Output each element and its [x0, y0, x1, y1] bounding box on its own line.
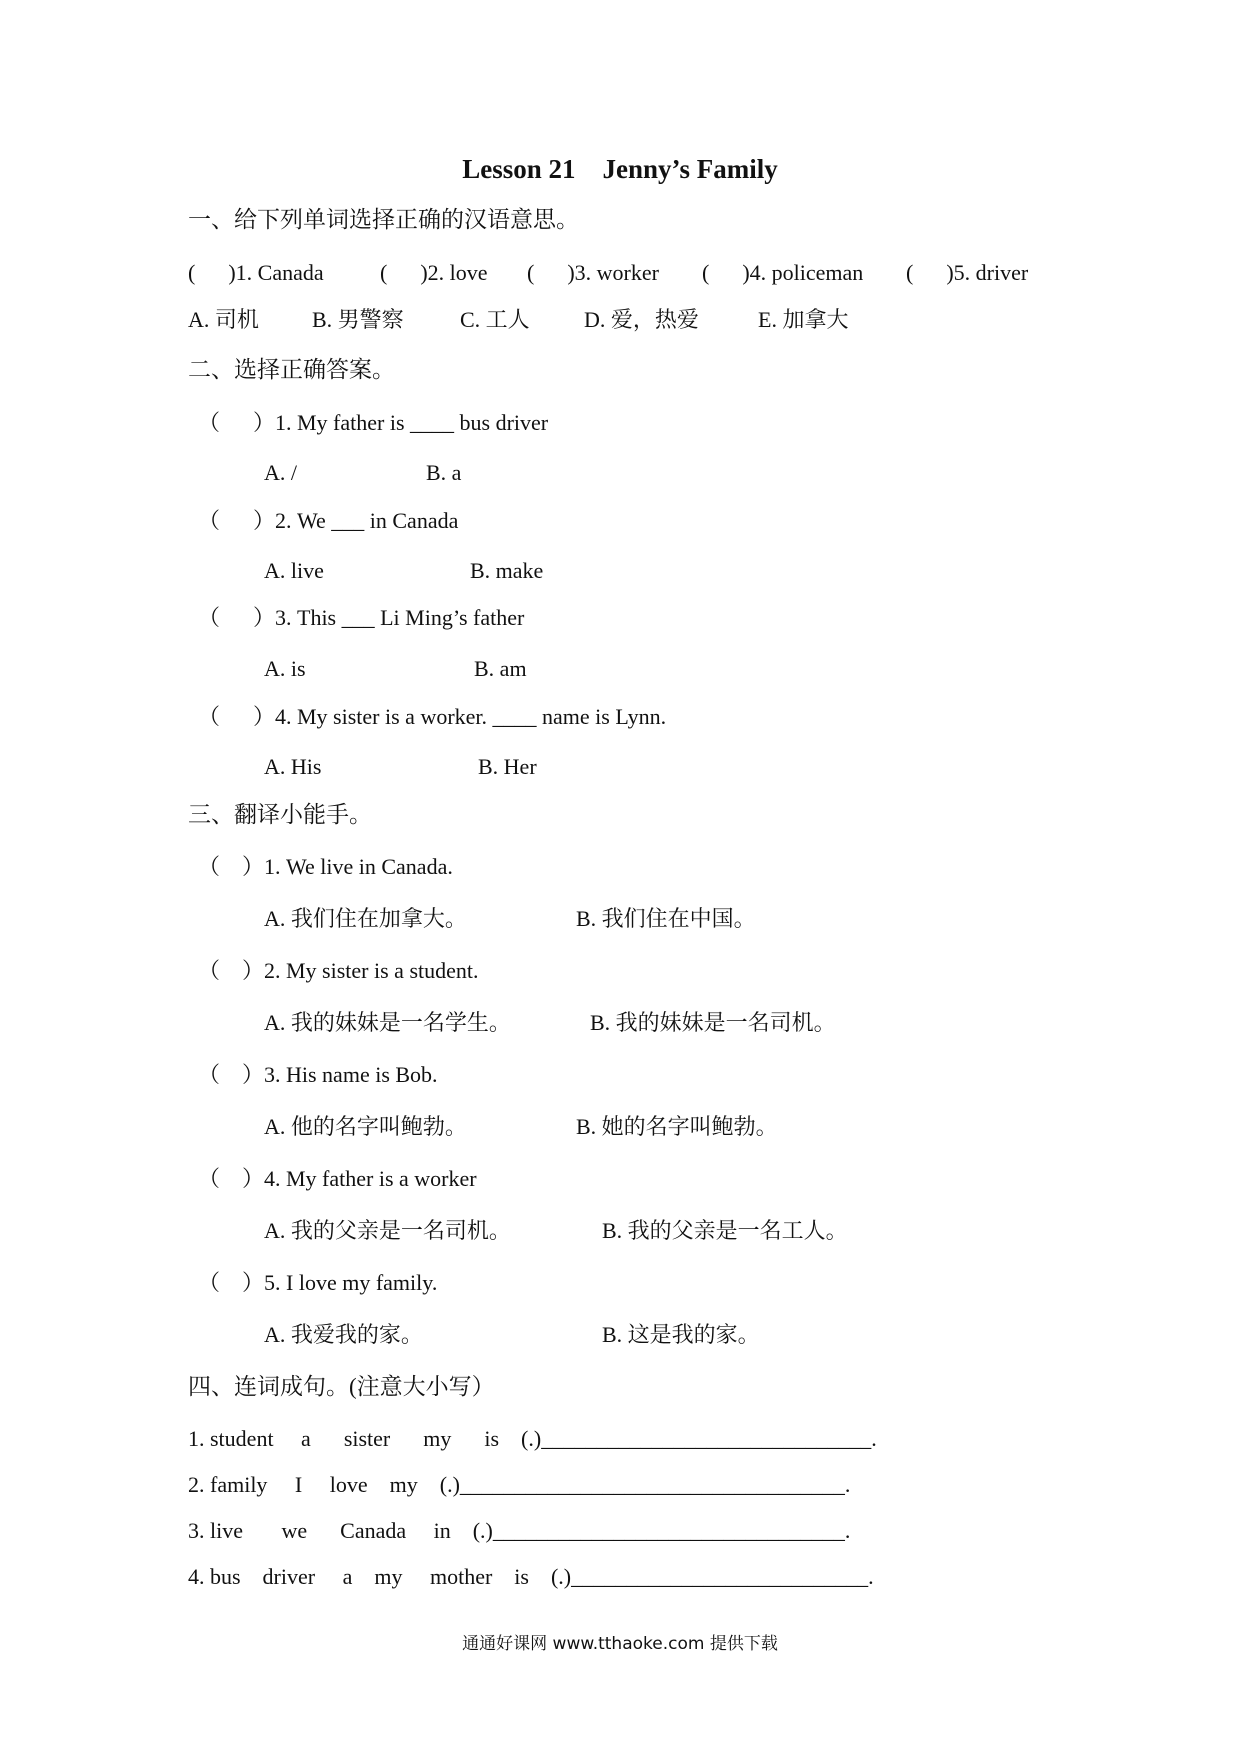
s3-q1-option-a: A. 我们住在加拿大。 — [264, 906, 467, 931]
s4-line-4: 4. bus driver a my mother is (.)___________________________. — [188, 1564, 874, 1589]
s3-q4-option-b: B. 我的父亲是一名工人。 — [602, 1218, 848, 1243]
s2-q4-option-a: A. His — [264, 754, 322, 779]
section-1-heading: 一、给下列单词选择正确的汉语意思。 — [188, 207, 579, 232]
s3-q2-option-a: A. 我的妹妹是一名学生。 — [264, 1010, 511, 1035]
s2-question-3: （ ）3. This ___ Li Ming’s father — [198, 605, 525, 630]
s3-question-5: （ ）5. I love my family. — [198, 1270, 438, 1295]
s2-q2-option-a: A. live — [264, 558, 324, 583]
s3-q5-option-a: A. 我爱我的家。 — [264, 1322, 423, 1347]
s1-option-c: C. 工人 — [460, 307, 530, 332]
s2-question-1: （ ）1. My father is ____ bus driver — [198, 410, 549, 435]
s2-q1-option-a: A. / — [264, 460, 297, 485]
s1-item-4: ( )4. policeman — [702, 260, 864, 285]
s1-option-d: D. 爱，热爱 — [584, 307, 699, 332]
s2-question-4: （ ）4. My sister is a worker. ____ name is Lynn. — [198, 704, 667, 729]
section-2-heading: 二、选择正确答案。 — [188, 357, 395, 382]
s2-q2-option-b: B. make — [470, 558, 544, 583]
s3-q2-option-b: B. 我的妹妹是一名司机。 — [590, 1010, 836, 1035]
s3-q3-option-b: B. 她的名字叫鲍勃。 — [576, 1114, 778, 1139]
s3-q3-option-a: A. 他的名字叫鲍勃。 — [264, 1114, 467, 1139]
s3-question-3: （ ）3. His name is Bob. — [198, 1062, 438, 1087]
s3-q4-option-a: A. 我的父亲是一名司机。 — [264, 1218, 511, 1243]
s2-q3-option-a: A. is — [264, 656, 306, 681]
s1-option-a: A. 司机 — [188, 307, 259, 332]
s4-line-1: 1. student a sister my is (.)______________________________. — [188, 1426, 877, 1451]
s3-q1-option-b: B. 我们住在中国。 — [576, 906, 756, 931]
footer-credit: 通通好课网 www.tthaoke.com 提供下载 — [462, 1634, 778, 1654]
s1-item-3: ( )3. worker — [527, 260, 659, 285]
s4-line-3: 3. live we Canada in (.)________________________________. — [188, 1518, 851, 1543]
section-3-heading: 三、翻译小能手。 — [188, 802, 372, 827]
s1-item-5: ( )5. driver — [906, 260, 1029, 285]
s1-item-2: ( )2. love — [380, 260, 488, 285]
s2-q1-option-b: B. a — [426, 460, 462, 485]
s1-option-b: B. 男警察 — [312, 307, 404, 332]
s3-question-2: （ ）2. My sister is a student. — [198, 958, 479, 983]
s4-line-2: 2. family I love my (.)___________________________________. — [188, 1472, 851, 1497]
s2-question-2: （ ）2. We ___ in Canada — [198, 508, 459, 533]
section-4-heading: 四、连词成句。(注意大小写） — [188, 1374, 495, 1399]
s1-item-1: ( )1. Canada — [188, 260, 324, 285]
s3-q5-option-b: B. 这是我的家。 — [602, 1322, 760, 1347]
s1-option-e: E. 加拿大 — [758, 307, 849, 332]
s2-q3-option-b: B. am — [474, 656, 527, 681]
s3-question-1: （ ）1. We live in Canada. — [198, 854, 453, 879]
s3-question-4: （ ）4. My father is a worker — [198, 1166, 477, 1191]
s2-q4-option-b: B. Her — [478, 754, 537, 779]
page-title: Lesson 21 Jenny’s Family — [462, 154, 778, 184]
